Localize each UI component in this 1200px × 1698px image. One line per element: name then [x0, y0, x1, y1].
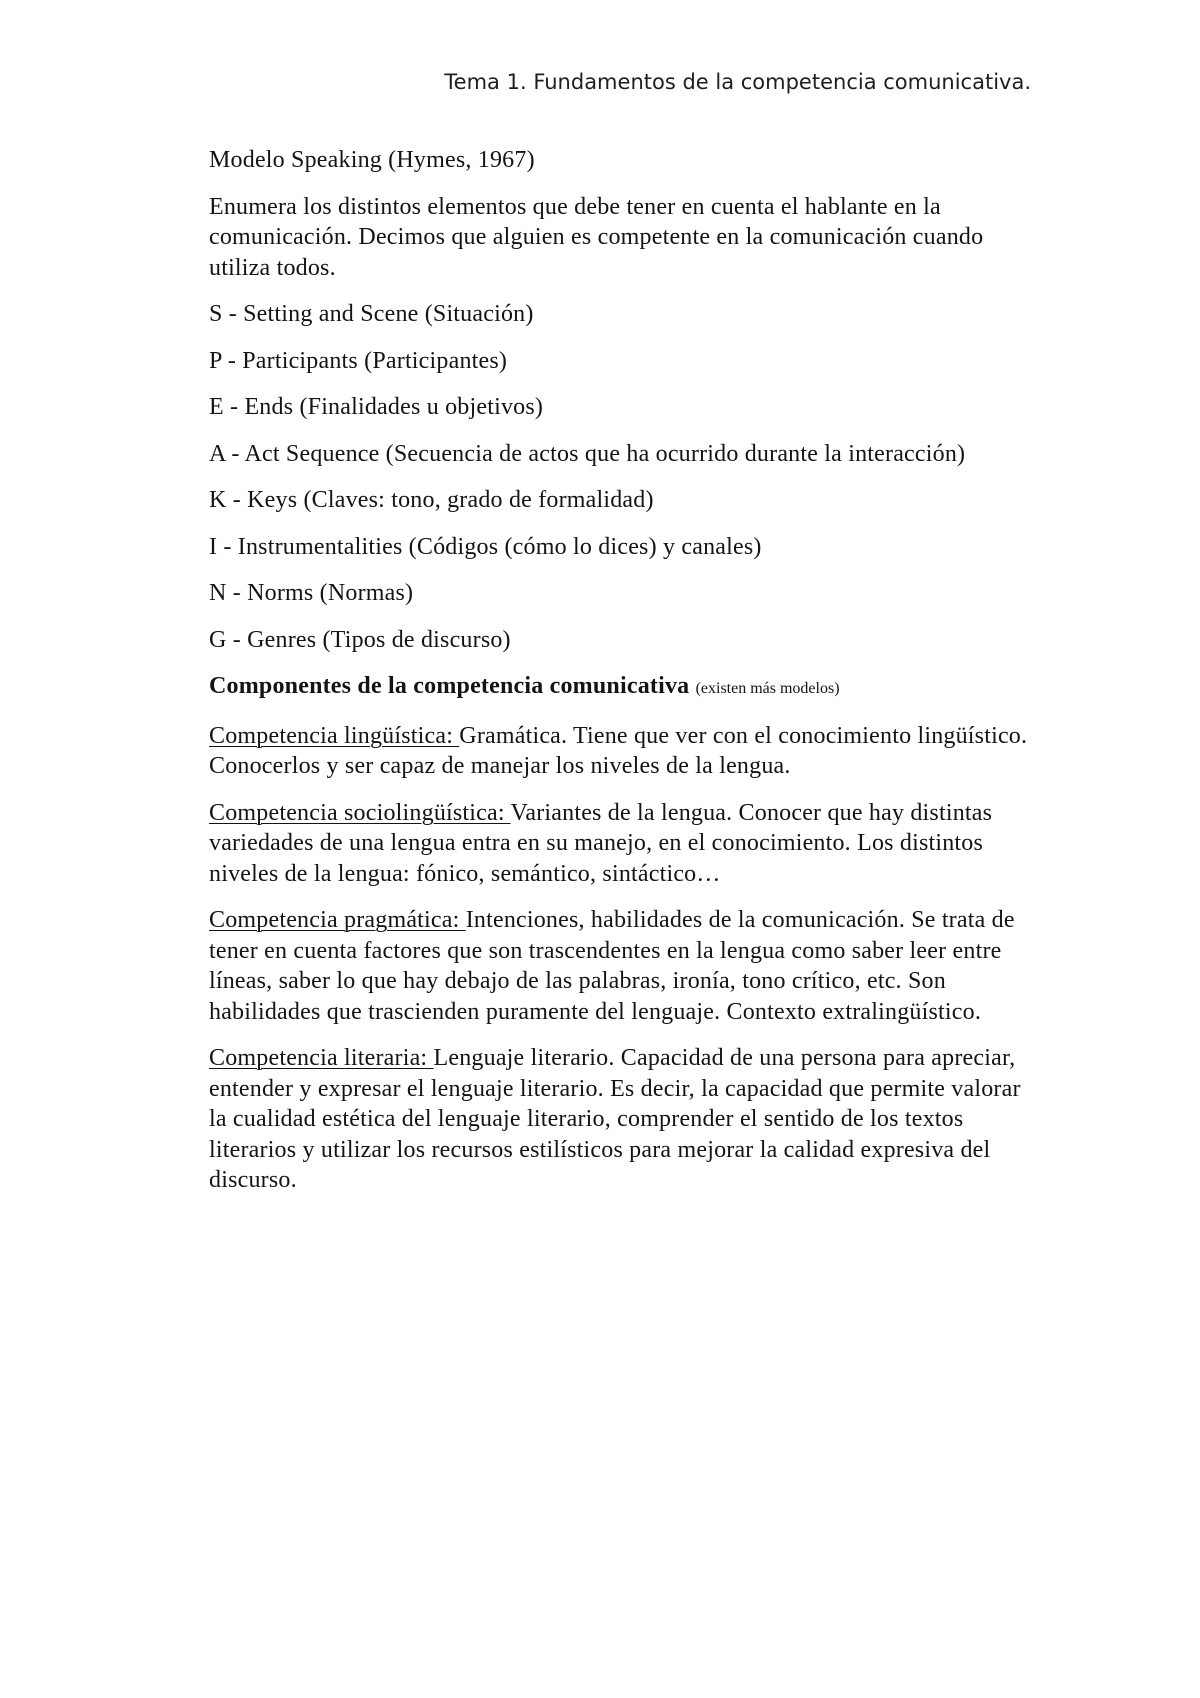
speaking-item-s: [209, 299, 1069, 330]
text-line: [209, 1043, 1069, 1074]
speaking-item-n: [209, 578, 1069, 609]
components-heading-text: Componentes de la competencia comunicativa: [209, 673, 690, 699]
page-header-title: Tema 1. Fundamentos de la competencia comunicativa.: [444, 70, 1031, 94]
speaking-item-e: [209, 392, 1069, 423]
text-line: [209, 905, 1069, 936]
text-line: Enumera los distintos elementos que debe tener en cuenta el hablante en la: [209, 193, 941, 220]
text-line: utiliza todos.: [209, 254, 336, 281]
section-literary: [209, 1043, 1069, 1196]
section-label: Competencia sociolingüística:: [209, 799, 511, 826]
text-line: líneas, saber lo que hay debajo de las palabras, ironía, tono crítico, etc. Son: [209, 968, 946, 994]
list-item: S - Setting and Scene (Situación): [209, 301, 534, 327]
text-line: tener en cuenta factores que son trascendentes en la lengua como saber leer entre: [209, 937, 1002, 964]
speaking-item-g: [209, 625, 1069, 656]
text-line: comunicación. Decimos que alguien es competente en la comunicación cuando: [209, 224, 984, 250]
text-line: [209, 798, 1069, 829]
text-line: [209, 721, 1069, 752]
section-pragmatic: [209, 905, 1069, 1027]
text-line: discurso.: [209, 1167, 297, 1193]
speaking-model-title: [209, 145, 1069, 176]
section-sociolinguistic: [209, 798, 1069, 890]
speaking-item-k: [209, 485, 1069, 516]
list-item: K - Keys (Claves: tono, grado de formalidad): [209, 487, 654, 513]
text-line: Modelo Speaking (Hymes, 1967): [209, 147, 535, 173]
speaking-item-p: [209, 346, 1069, 377]
text-line: niveles de la lengua: fónico, semántico, sintáctico…: [209, 860, 721, 887]
text-line: Conocerlos y ser capaz de manejar los niveles de la lengua.: [209, 753, 791, 779]
list-item: P - Participants (Participantes): [209, 347, 508, 374]
document-body: [209, 145, 1069, 1212]
components-heading: [209, 671, 1069, 705]
speaking-model-intro: [209, 192, 1069, 284]
section-label: Competencia literaria:: [209, 1045, 434, 1071]
speaking-item-i: [209, 532, 1069, 563]
list-item: N - Norms (Normas): [209, 580, 414, 606]
list-item: I - Instrumentalities (Códigos (cómo lo dices) y canales): [209, 533, 762, 560]
heading-line: [209, 671, 1069, 705]
section-text: Variantes de la lengua. Conocer que hay distintas: [510, 799, 993, 826]
components-heading-note: (existen más modelos): [695, 680, 840, 697]
text-line: entender y expresar el lenguaje literario. Es decir, la capacidad que permite valorar: [209, 1075, 1021, 1102]
section-label: Competencia pragmática:: [209, 907, 466, 933]
section-linguistic: [209, 721, 1069, 782]
text-line: la cualidad estética del lenguaje literario, comprender el sentido de los textos: [209, 1106, 964, 1132]
section-text: Lenguaje literario. Capacidad de una persona para apreciar,: [433, 1045, 1016, 1071]
list-item: G - Genres (Tipos de discurso): [209, 626, 511, 653]
text-line: habilidades que trascienden puramente del lenguaje. Contexto extralingüístico.: [209, 998, 982, 1025]
list-item: A - Act Sequence (Secuencia de actos que ha ocurrido durante la interacción): [209, 440, 966, 467]
speaking-item-a: [209, 439, 1069, 470]
text-line: literarios y utilizar los recursos estilísticos para mejorar la calidad expresiva del: [209, 1136, 991, 1163]
section-text: Gramática. Tiene que ver con el conocimiento lingüístico.: [459, 722, 1028, 749]
section-text: Intenciones, habilidades de la comunicación. Se trata de: [465, 907, 1015, 933]
text-line: variedades de una lengua entra en su manejo, en el conocimiento. Los distintos: [209, 830, 984, 856]
list-item: E - Ends (Finalidades u objetivos): [209, 394, 544, 420]
section-label: Competencia lingüística:: [209, 722, 460, 749]
